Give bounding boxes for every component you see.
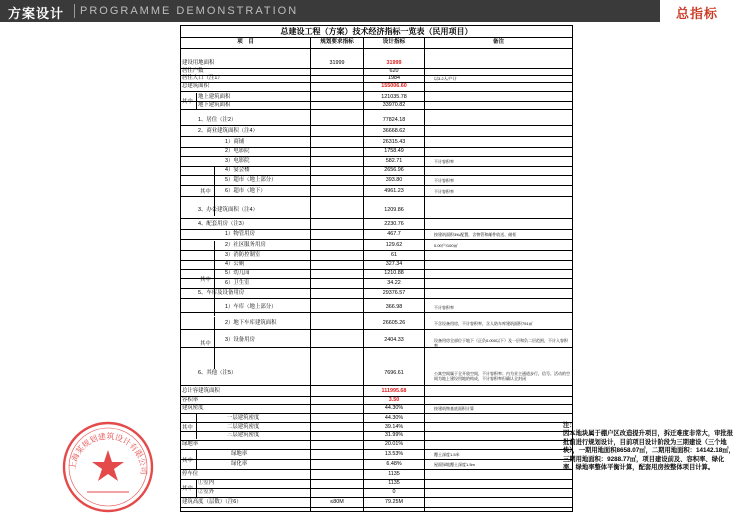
row-label: 总建筑面积 (182, 83, 209, 89)
row-required-value: ≤80M (330, 499, 344, 505)
table-row (181, 75, 572, 82)
row-design-value: 7696.61 (384, 370, 404, 376)
company-seal-icon (61, 420, 155, 514)
col-header-item: 项 目 (237, 39, 254, 45)
row-design-value: 39.14% (384, 424, 404, 430)
row-label: 2、商业建筑面积（注4） (198, 128, 258, 134)
table-row (181, 497, 572, 507)
group-bracket (196, 414, 197, 439)
row-label: 建筑高度（层数）（注6） (182, 499, 242, 505)
table-row (181, 269, 572, 278)
row-design-value: 129.62 (385, 242, 403, 248)
row-design-value: 1135 (388, 480, 400, 486)
top-bar (0, 0, 741, 22)
row-label: 4）宴会楼 (225, 167, 250, 173)
row-design-value: 111995.68 (381, 388, 407, 394)
row-design-value: 26315.43 (382, 139, 406, 145)
table-row (181, 278, 572, 288)
row-design-value: 34.22 (387, 280, 401, 286)
table-row (181, 334, 572, 347)
col-header-design: 设计指标 (382, 39, 406, 45)
row-design-value: 79.25M (385, 499, 403, 505)
row-design-value: 77824.18 (382, 117, 406, 123)
table-row (181, 450, 572, 459)
row-design-value: 44.30% (384, 415, 404, 421)
row-design-value: 2404.33 (384, 337, 404, 343)
row-label: 3）设备用房 (225, 337, 255, 343)
table-row (181, 288, 572, 298)
row-label: 1、居住（注2） (198, 117, 237, 123)
group-label: 其中 (182, 486, 193, 492)
row-design-value: 33970.82 (382, 102, 406, 108)
row-remark: 覆土深度1.5米 (434, 452, 460, 457)
row-label: 6、其他（注5） (198, 370, 237, 376)
indicator-table (180, 25, 573, 512)
row-design-value: 582.71 (385, 158, 403, 164)
table-row (181, 260, 572, 269)
row-design-value: 366.98 (385, 304, 403, 310)
row-design-value: 13.53% (384, 451, 404, 457)
table-row (181, 176, 572, 185)
table-row (181, 156, 572, 166)
group-label: 其中 (200, 189, 211, 195)
notes-title: 注： (563, 422, 576, 429)
table-row (181, 147, 572, 156)
row-label: ②室外 (198, 489, 215, 495)
row-design-value: 1209.86 (384, 207, 404, 213)
row-remark: 公寓空间属于全开放空间，不计容积率；内为业主通道步行，信号、活动的空间为地上建设用地的构成，不计容积率但确认全封闭 (434, 370, 570, 381)
row-label: 1）商铺 (225, 139, 245, 145)
row-remark: 不含设备用房，不计容积率，含人防车库建筑面积751㎡ (434, 320, 533, 326)
row-label: 建设用地面积 (182, 60, 215, 66)
table-row (181, 488, 572, 497)
row-label: 2）地下车库建筑面积 (225, 320, 277, 326)
row-label: 1）物管用房 (225, 231, 255, 237)
table-row (181, 126, 572, 136)
row-design-value: 155006.60 (381, 83, 407, 89)
row-design-value: 1758.49 (384, 148, 404, 154)
row-label: 居住人口（注1） (182, 75, 223, 81)
row-label: 2）社区服务用房 (225, 242, 266, 248)
group-bracket (196, 93, 197, 109)
row-design-value: 31.99% (384, 432, 404, 438)
table-row (181, 115, 572, 125)
row-label: 2）电影院 (225, 148, 250, 154)
table-row (181, 431, 572, 440)
row-design-value: 2230.76 (384, 221, 404, 227)
col-header-required: 规划要求指标 (320, 39, 354, 45)
table-row (181, 317, 572, 329)
table-row (181, 186, 572, 196)
row-design-value: 121035.78 (381, 94, 407, 100)
table-row (181, 396, 572, 404)
group-bracket (214, 166, 215, 216)
row-divider (181, 109, 572, 110)
row-remark: 0.00户/100㎡ (434, 243, 458, 248)
header-divider (74, 4, 75, 18)
brand-subtitle: PROGRAMME DEMONSTRATION (80, 5, 299, 17)
row-label: 二层建筑密度 (227, 424, 260, 430)
row-remark: 按建筑物基底面积计算 (434, 406, 474, 411)
table-row (181, 460, 572, 469)
group-label: 其中 (182, 458, 193, 464)
row-label: 停车位 (182, 471, 199, 477)
table-row (181, 386, 572, 396)
row-design-value: 61 (391, 252, 397, 258)
row-label: 总计容建筑面积 (182, 388, 220, 394)
table-row (181, 229, 572, 239)
row-label: 4）公厕 (225, 261, 245, 267)
row-design-value: 0 (392, 489, 396, 495)
group-bracket (214, 317, 215, 369)
row-label: ①室内 (198, 480, 215, 486)
table-row (181, 101, 572, 109)
row-remark: 不计容积率 (434, 188, 454, 194)
row-label: 地上建筑面积 (198, 94, 231, 100)
row-label: 三层建筑密度 (227, 432, 260, 438)
table-row (181, 479, 572, 488)
row-label: 建筑密度 (182, 405, 204, 411)
group-bracket (196, 479, 197, 497)
row-remark: 不计容积率 (434, 305, 454, 310)
row-design-value: 1984 (388, 75, 400, 81)
table-row (181, 138, 572, 147)
row-design-value: 327.34 (385, 261, 403, 267)
row-label: 绿地率 (231, 451, 248, 457)
table-row (181, 470, 572, 479)
row-label: 居住户数 (182, 68, 204, 74)
row-required-value: 31999 (329, 60, 345, 66)
row-label: 绿地率 (182, 441, 199, 447)
table-row (181, 219, 572, 229)
row-label: 地下建筑面积 (198, 102, 231, 108)
row-divider (181, 347, 572, 348)
table-row (181, 414, 572, 422)
header-divider (181, 48, 572, 49)
row-label: 5）幼儿园 (225, 270, 250, 276)
table-row (181, 82, 572, 91)
table-row (181, 251, 572, 260)
group-label: 其中 (182, 424, 193, 431)
row-remark: 设备用房全部位于地下（正负0.000以下）及一层和负二层范围，不计入容积率 (434, 338, 569, 348)
row-design-value: 1210.88 (384, 270, 404, 276)
table-row (181, 241, 572, 250)
group-bracket (196, 450, 197, 470)
group-label: 其中 (182, 99, 193, 105)
row-label: 3、办公建筑面积（注4） (198, 207, 258, 213)
row-divider (181, 196, 572, 197)
row-design-value: 20.01% (384, 441, 404, 447)
col-header-remark: 备注 (492, 39, 505, 45)
row-design-value: 31999 (386, 60, 402, 66)
group-label: 其中 (200, 276, 211, 283)
row-remark: 按建筑面积3‰配置，含物管和邮件收送、储柜 (434, 231, 517, 237)
table-row (181, 404, 572, 413)
table-row (181, 68, 572, 75)
table-row (181, 361, 572, 385)
table-row (181, 93, 572, 101)
row-design-value: 44.30% (384, 405, 404, 411)
row-design-value: 1135 (388, 471, 400, 477)
row-divider (181, 312, 572, 313)
row-label: 3）电影院 (225, 158, 250, 164)
table-row (181, 59, 572, 68)
table-row (181, 423, 572, 431)
row-label: 容积率 (182, 397, 199, 403)
table-row (181, 440, 572, 449)
row-divider (181, 91, 572, 92)
row-design-value: 29376.57 (382, 290, 406, 296)
notes-body: 因本地块属于棚户区改造提升项目，拆迁难度非常大，审批报批前进行规划设计，目前项目设计阶段为三期建设（三个地块），一期用地面积8658.07㎡，二期用地面积：14142.18㎡，三期用地面积：9288.77㎡，项目建设前及、容积率、绿化率、绿地率整体平衡计算，配套用房按整体项目计算。 (563, 430, 735, 472)
row-label: 绿化率 (231, 461, 248, 467)
group-bracket (214, 241, 215, 316)
row-design-value: 26605.26 (382, 320, 406, 326)
row-divider (181, 239, 572, 240)
row-label: 4、配套用房（注3） (198, 221, 248, 227)
row-remark: 不计容积率 (434, 178, 454, 183)
table-row (181, 166, 572, 175)
row-remark: 屋面绿地覆土深度1.5m (434, 462, 475, 467)
row-divider (181, 329, 572, 330)
row-design-value: 2656.96 (384, 167, 404, 173)
row-design-value: 4961.23 (384, 188, 404, 194)
row-divider (181, 507, 572, 508)
row-design-value: 36668.62 (382, 128, 406, 134)
row-label: 6）卫生室 (225, 280, 250, 286)
project-notes (563, 422, 735, 514)
brand-title: 方案设计 (8, 6, 65, 21)
row-label: 1）车库（地上部分） (225, 304, 277, 310)
row-remark: 不计容积率 (434, 158, 454, 164)
row-divider (181, 298, 572, 299)
row-label: 一层建筑密度 (227, 415, 260, 421)
row-label: 3）消防控制室 (225, 252, 261, 258)
row-label: 6）超市（地下） (225, 188, 266, 194)
row-remark: 以3.2人/户计 (434, 76, 457, 81)
group-label: 其中 (200, 341, 211, 347)
section-title: 总指标 (676, 6, 719, 21)
row-design-value: 620 (389, 68, 399, 74)
row-divider (181, 136, 572, 137)
table-row (181, 303, 572, 312)
row-label: 5、车库及设备用房 (198, 290, 245, 296)
table-title: 总建设工程（方案）技术经济指标一览表（民用项目） (181, 26, 572, 38)
seal-text: 上海某规划建筑设计有限公司 (67, 431, 149, 475)
row-label: 5）超市（地上部分） (225, 177, 277, 183)
table-row (181, 203, 572, 218)
row-design-value: 3.50 (388, 397, 400, 403)
row-design-value: 6.48% (386, 461, 402, 467)
row-design-value: 393.80 (385, 177, 403, 183)
row-design-value: 467.7 (387, 231, 401, 237)
